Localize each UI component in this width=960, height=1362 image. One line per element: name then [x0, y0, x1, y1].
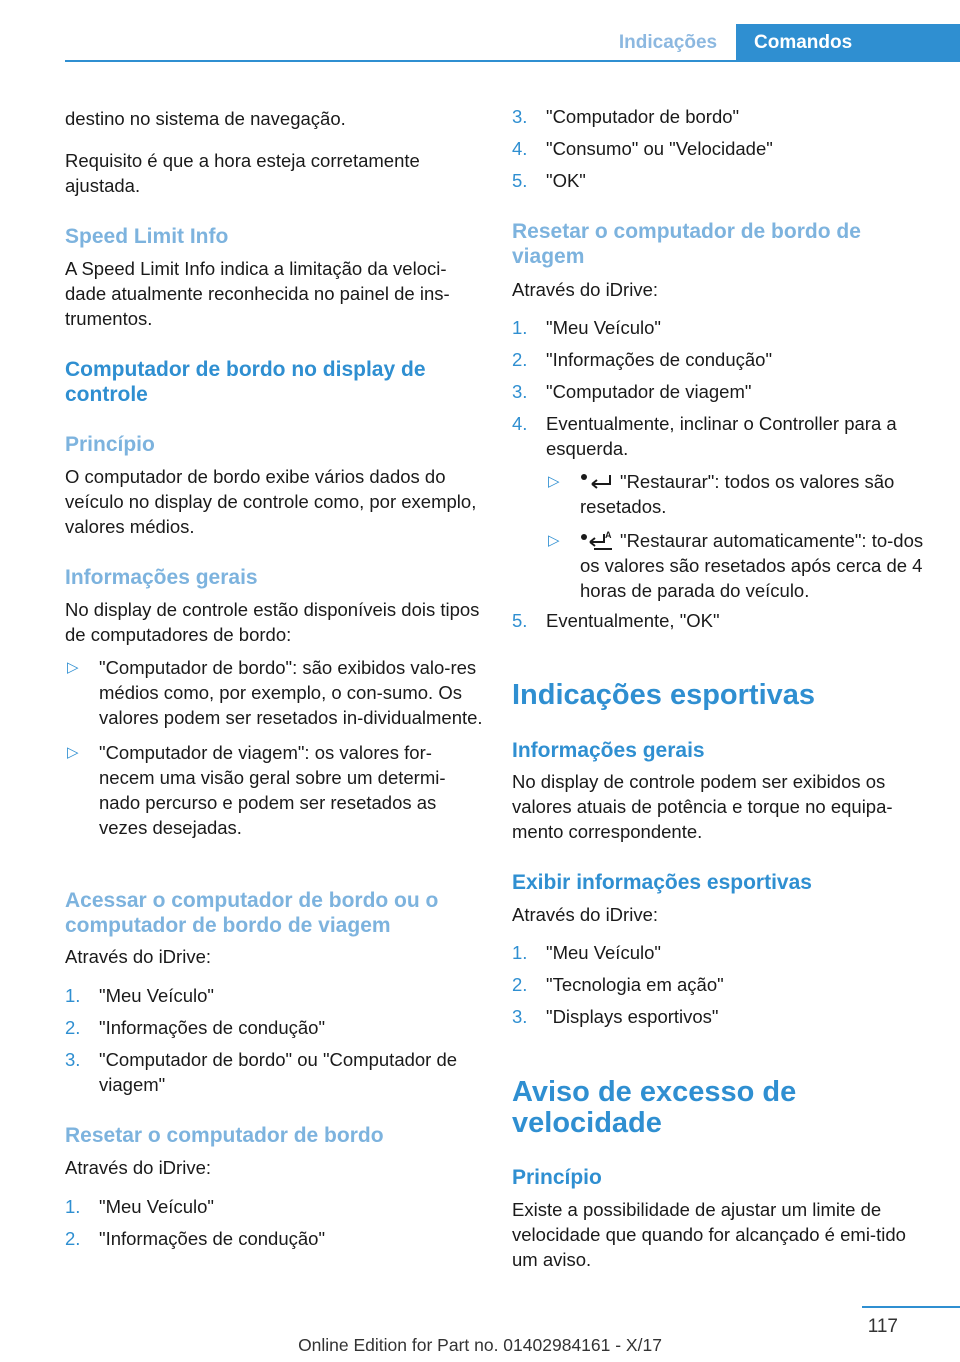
auto-reset-icon — [580, 530, 614, 550]
steps-list — [512, 608, 927, 640]
list-item: 3. "Computador de bordo" ou "Computador de viagem" — [65, 1049, 458, 1095]
list-item: 5. "OK" — [512, 170, 586, 191]
list-item: 1. "Meu Veículo" — [512, 317, 661, 338]
list-item: ▷ "Computador de viagem": os valores for-necem uma visão geral sobre um determi-nado percurso e podem ser resetados as vezes desejadas. — [67, 742, 446, 838]
section-title-computador: Computador de bordo no display de controle — [65, 358, 426, 406]
page-number-rule — [862, 1306, 960, 1308]
section-title-speed-limit: Speed Limit Info — [65, 225, 229, 248]
list-item: 3. "Displays esportivos" — [512, 1006, 719, 1027]
section-title-resetar: Resetar o computador de bordo — [65, 1124, 384, 1147]
section-title-principio: Princípio — [65, 433, 155, 456]
paragraph: Requisito é que a hora esteja corretamente ajustada. — [65, 150, 420, 196]
section-title-acessar: Acessar o computador de bordo ou o computador de bordo de viagem — [65, 889, 439, 937]
list-item: 2. "Informações de condução" — [65, 1017, 326, 1038]
page-number: 117 — [867, 1316, 898, 1337]
paragraph: No display de controle podem ser exibidos os valores atuais de potência e torque no equipa-mento correspondente. — [512, 771, 893, 842]
tab-comandos[interactable]: Comandos — [736, 24, 960, 61]
section-title-info-gerais: Informações gerais — [512, 739, 705, 762]
list-item: 4. "Consumo" ou "Velocidade" — [512, 138, 773, 159]
list-item: ▷ "Restaurar": todos os valores são resetados. — [548, 471, 895, 517]
paragraph: A Speed Limit Info indica a limitação da veloci-dade atualmente reconhecida no painel de ins-trumentos. — [65, 258, 450, 329]
triangle-bullet-icon: ▷ — [548, 473, 560, 490]
paragraph: No display de controle estão disponíveis dois tipos de computadores de bordo: — [65, 599, 480, 645]
triangle-bullet-icon: ▷ — [67, 659, 79, 676]
list-item: 4. Eventualmente, inclinar o Controller para a esquerda. — [512, 413, 897, 459]
reset-icon — [580, 473, 614, 491]
bullet-list — [65, 655, 483, 850]
list-item: 1. "Meu Veículo" — [512, 942, 661, 963]
section-title-resetar-viagem: Resetar o computador de bordo de viagem — [512, 220, 861, 268]
steps-list — [65, 983, 483, 1104]
chapter-title-indicacoes: Indicações esportivas — [512, 679, 816, 711]
list-item: 5. Eventualmente, "OK" — [512, 610, 720, 631]
steps-list — [65, 1194, 483, 1258]
list-item: 2. "Tecnologia em ação" — [512, 974, 724, 995]
svg-text:A: A — [605, 530, 612, 540]
list-item: 1. "Meu Veículo" — [65, 985, 214, 1006]
paragraph: Através do iDrive: — [512, 279, 658, 300]
list-item: ▷ "Computador de bordo": são exibidos valo-res médios como, por exemplo, o con-sumo. Os valores podem ser resetados in-dividualmente. — [67, 657, 483, 728]
list-item: 1. "Meu Veículo" — [65, 1196, 214, 1217]
paragraph: Através do iDrive: — [65, 1157, 211, 1178]
list-item: 2. "Informações de condução" — [65, 1228, 326, 1249]
tab-indicacoes[interactable]: Indicações — [618, 32, 718, 53]
edition-footer: Online Edition for Part no. 01402984161 - X/17 — [298, 1335, 662, 1355]
paragraph: O computador de bordo exibe vários dados do veículo no display de controle como, por exemplo, valores médios. — [65, 466, 477, 537]
chapter-title-aviso: Aviso de excesso de velocidade — [512, 1076, 797, 1139]
list-item: 3. "Computador de bordo" — [512, 106, 740, 127]
triangle-bullet-icon: ▷ — [67, 744, 79, 761]
paragraph: destino no sistema de navegação. — [65, 108, 346, 129]
list-item: 3. "Computador de viagem" — [512, 381, 752, 402]
section-title-exibir: Exibir informações esportivas — [512, 871, 812, 894]
list-item: ▷ A "Restaurar automaticamente": to-dos os valores são resetados após cerca de 4 horas de parada do veículo. — [548, 530, 924, 601]
header-rule — [65, 60, 960, 62]
list-item: 2. "Informações de condução" — [512, 349, 773, 370]
steps-list — [512, 315, 927, 468]
paragraph: Existe a possibilidade de ajustar um limite de velocidade que quando for alcançado é emi-tido um aviso. — [512, 1199, 906, 1270]
triangle-bullet-icon: ▷ — [548, 532, 560, 549]
sub-bullet-list — [546, 469, 927, 612]
section-title-principio: Princípio — [512, 1166, 602, 1189]
steps-list — [512, 940, 927, 1036]
paragraph: Através do iDrive: — [65, 946, 211, 967]
section-title-info-gerais: Informações gerais — [65, 566, 258, 589]
page-header — [0, 0, 960, 62]
paragraph: Através do iDrive: — [512, 904, 658, 925]
steps-list — [512, 104, 927, 200]
